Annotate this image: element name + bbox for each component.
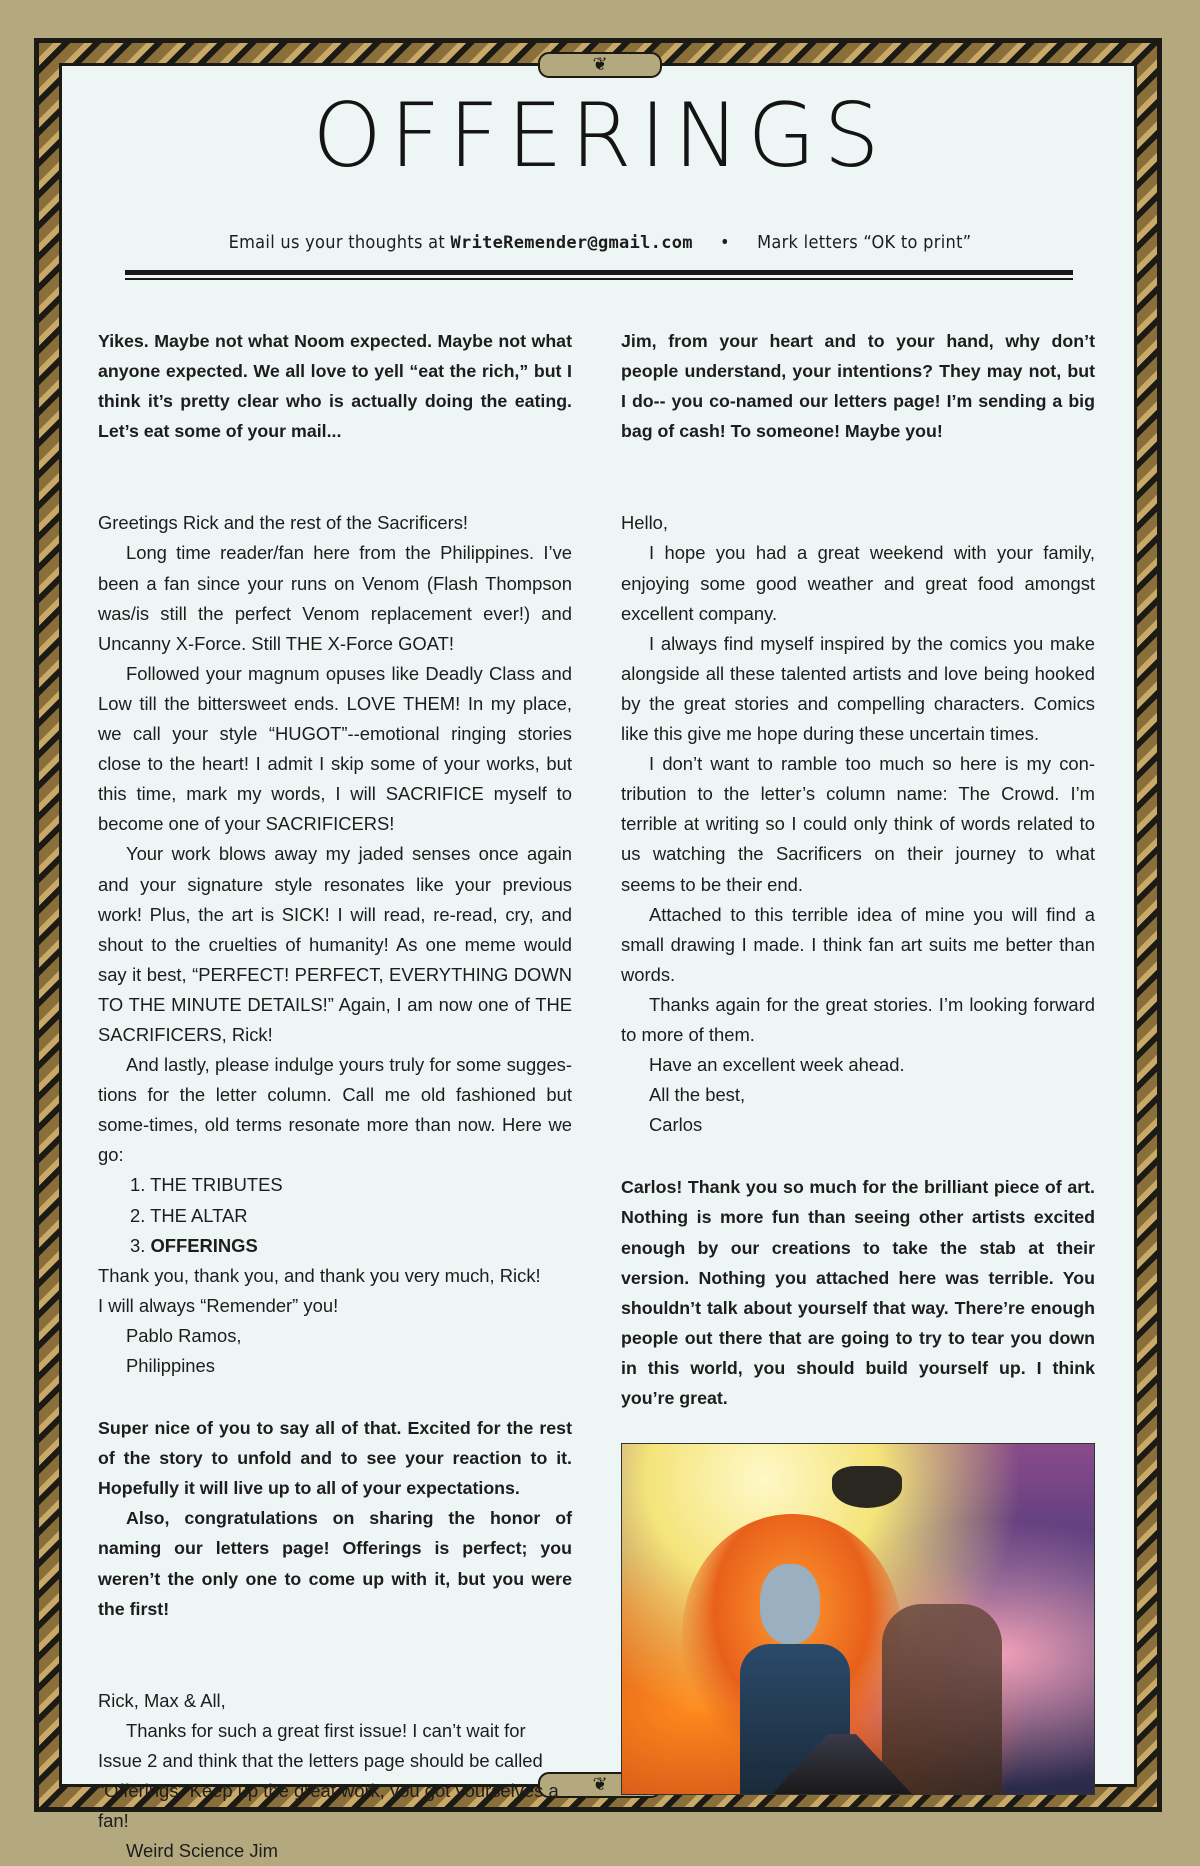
letter-paragraph: Thanks for such a great first issue! I can’t wait for Issue 2 and think that the letters page should be called “Offerings” Keep up the great work, you got yourselves a fan!	[98, 1719, 559, 1832]
header-rule	[125, 278, 1073, 280]
letter-paragraph: Thanks again for the great stories. I’m looking forward to more of them.	[621, 993, 1095, 1045]
letter-paragraph: I hope you had a great weekend with your family, enjoying some good weather and great food amongst excellent company.	[621, 542, 1095, 624]
left-column	[98, 326, 572, 1866]
letter-line: I will always “Remender” you!	[98, 1294, 339, 1316]
letter-closing: All the best,	[649, 1084, 746, 1106]
scroll-ornament-icon: ❦	[538, 52, 662, 78]
art-mask	[832, 1466, 902, 1508]
page-title: OFFERINGS	[312, 84, 888, 187]
list-item: 2. THE ALTAR	[130, 1204, 248, 1226]
letter-paragraph: Followed your magnum opuses like Deadly Class and Low till the bittersweet ends. LOVE THEM! In my place, we call your style “HUGOT”--emotional ringing stories close to the heart! I admit I skip some of your works, but this time, mark my words, I will SACRIFICE myself to become one of your SACRIFICERS!	[98, 662, 572, 835]
right-column	[621, 326, 1095, 1795]
fan-art-image	[621, 1443, 1095, 1795]
email-link[interactable]: WriteRemender@gmail.com	[450, 233, 693, 253]
letter-paragraph: I always find myself inspired by the comics you make alongside all these talented artists and love being hooked by the great stories and compelling characters. Comics like this give me hope during these uncertain times.	[621, 632, 1095, 745]
letter-line: Thank you, thank you, and thank you very much, Rick!	[98, 1264, 541, 1286]
letter-greeting: Rick, Max & All,	[98, 1689, 226, 1711]
editor-reply: Super nice of you to say all of that. Excited for the rest of the story to unfold and to see your reaction to it. Hopefully it will live up to all of your expectations.	[98, 1418, 572, 1499]
art-face	[760, 1564, 820, 1644]
signature: Weird Science Jim	[126, 1840, 278, 1862]
intro-reply: Yikes. Maybe not what Noom expected. Maybe not what anyone expected. We all love to yell “eat the rich,” but I think it’s pretty clear who is actually doing the eating. Let’s eat some of your mail...	[98, 331, 572, 442]
signature: Pablo Ramos,	[126, 1324, 242, 1346]
list-item-bold: OFFERINGS	[150, 1234, 258, 1256]
scroll-ornament-icon: ❦	[538, 1772, 662, 1798]
subhead-suffix: Mark letters “OK to print”	[757, 232, 972, 253]
header-rule	[125, 270, 1073, 275]
list-item: 1. THE TRIBUTES	[130, 1174, 283, 1196]
subhead	[0, 232, 1200, 253]
bullet-separator: •	[720, 232, 730, 253]
signature: Carlos	[649, 1114, 703, 1136]
letter-greeting: Hello,	[621, 512, 669, 534]
list-item: 3. OFFERINGS	[130, 1234, 258, 1256]
subhead-prefix: Email us your thoughts at	[228, 232, 451, 253]
art-figure	[882, 1604, 1002, 1794]
letter-paragraph: Your work blows away my jaded senses once again and your signature style resonates like your previous work! Plus, the art is SICK! I will read, re-read, cry, and shout to the cruelties of humanity! As one meme would say it best, “PERFECT! PERFECT, EVERYTHING DOWN TO THE MINUTE DETAILS!” Again, I am now one of THE SACRIFICERS, Rick!	[98, 843, 572, 1045]
editor-reply: Carlos! Thank you so much for the brilliant piece of art. Nothing is more fun than seeing other artists excited enough by our creations to take the stab at their version. Nothing you attached here was terrible. You shouldn’t talk about yourself that way. There’re enough people out there that are going to try to tear you down in this world, you should build yourself up. I think you’re great.	[621, 1177, 1095, 1408]
letter-greeting: Greetings Rick and the rest of the Sacrificers!	[98, 512, 469, 534]
signature: Philippines	[126, 1355, 215, 1376]
editor-reply: Jim, from your heart and to your hand, why don’t people understand, your intentions? They may not, but I do-- you co-named our letters page! I’m sending a big bag of cash! To someone! Maybe you!	[621, 331, 1095, 442]
letter-paragraph: And lastly, please indulge yours truly for some sugges-tions for the letter column. Call me old fashioned but some-times, old terms resonate more than now. Here we go:	[98, 1054, 572, 1166]
letter-paragraph: I don’t want to ramble too much so here is my con-tribution to the letter’s column name: The Crowd. I’m terrible at writing so I could only think of words related to us watching the Sacrificers on their journey to what seems to be their end.	[621, 753, 1095, 895]
letter-closing: Have an excellent week ahead.	[649, 1054, 905, 1076]
editor-reply: Also, congratulations on sharing the honor of naming our letters page! Offerings is perfect; you weren’t the only one to come up with it, but you were the first!	[98, 1508, 572, 1619]
letter-paragraph: Attached to this terrible idea of mine you will find a small drawing I made. I think fan art suits me better than words.	[621, 903, 1095, 985]
letter-paragraph: Long time reader/fan here from the Philippines. I’ve been a fan since your runs on Venom (Flash Thompson was/is still the perfect Venom replacement ever!) and Uncanny X-Force. Still THE X-Force GOAT!	[98, 542, 572, 654]
